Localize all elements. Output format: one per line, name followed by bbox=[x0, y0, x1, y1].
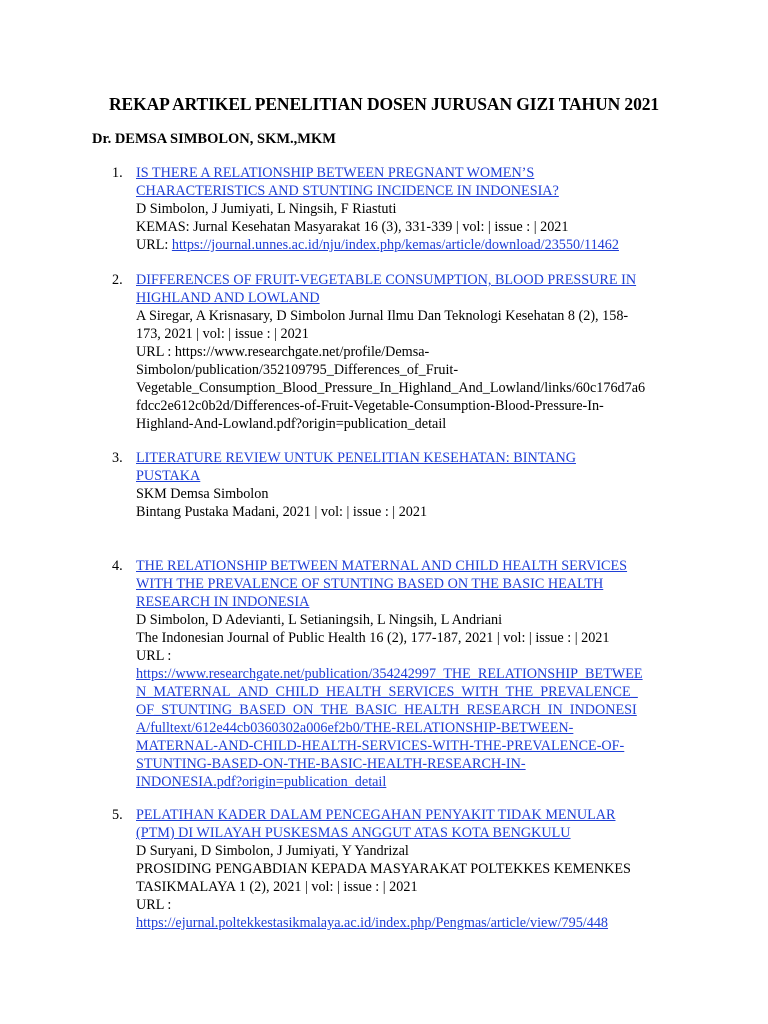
article-url-link[interactable]: N_MATERNAL_AND_CHILD_HEALTH_SERVICES_WITH_THE_PREVALENCE_ bbox=[136, 684, 638, 700]
article-source: 173, 2021 | vol: | issue : | 2021 bbox=[136, 326, 309, 342]
article-source: KEMAS: Jurnal Kesehatan Masyarakat 16 (3), 331-339 | vol: | issue : | 2021 bbox=[136, 219, 569, 235]
article-source: PROSIDING PENGABDIAN KEPADA MASYARAKAT POLTEKKES KEMENKES bbox=[136, 861, 631, 877]
article-title-link[interactable]: PELATIHAN KADER DALAM PENCEGAHAN PENYAKIT TIDAK MENULAR bbox=[136, 807, 616, 823]
article-url-link[interactable]: A/fulltext/612e44cb0360302a006ef2b0/THE-RELATIONSHIP-BETWEEN- bbox=[136, 720, 574, 736]
article-url-link[interactable]: OF_STUNTING_BASED_ON_THE_BASIC_HEALTH_RESEARCH_IN_INDONESI bbox=[136, 702, 637, 718]
article-url-text: URL : https://www.researchgate.net/profile/Demsa- bbox=[136, 344, 430, 360]
article-title-link[interactable]: IS THERE A RELATIONSHIP BETWEEN PREGNANT WOMEN’S bbox=[136, 165, 535, 181]
article-authors: A Siregar, A Krisnasary, D Simbolon Jurnal Ilmu Dan Teknologi Kesehatan 8 (2), 158- bbox=[136, 308, 629, 324]
article-2 bbox=[112, 271, 682, 433]
article-title-link[interactable]: THE RELATIONSHIP BETWEEN MATERNAL AND CHILD HEALTH SERVICES bbox=[136, 558, 628, 574]
article-number: 3. bbox=[112, 450, 123, 466]
article-title-link[interactable]: CHARACTERISTICS AND STUNTING INCIDENCE IN INDONESIA? bbox=[136, 183, 559, 199]
article-number: 2. bbox=[112, 272, 123, 288]
article-url-link[interactable]: MATERNAL-AND-CHILD-HEALTH-SERVICES-WITH-THE-PREVALENCE-OF- bbox=[136, 738, 625, 754]
article-number: 5. bbox=[112, 807, 123, 823]
article-title-link[interactable]: PUSTAKA bbox=[136, 468, 201, 484]
article-authors: D Simbolon, D Adevianti, L Setianingsih, L Ningsih, L Andriani bbox=[136, 612, 503, 628]
article-title-link[interactable]: HIGHLAND AND LOWLAND bbox=[136, 290, 320, 306]
article-number: 1. bbox=[112, 165, 123, 181]
article-url-link[interactable]: INDONESIA.pdf?origin=publication_detail bbox=[136, 774, 387, 790]
article-title-link[interactable]: DIFFERENCES OF FRUIT-VEGETABLE CONSUMPTION, BLOOD PRESSURE IN bbox=[136, 272, 637, 288]
article-number: 4. bbox=[112, 558, 123, 574]
article-url-link[interactable]: https://www.researchgate.net/publication/354242997_THE_RELATIONSHIP_BETWEE bbox=[136, 666, 643, 682]
article-authors: D Simbolon, J Jumiyati, L Ningsih, F Riastuti bbox=[136, 201, 397, 217]
article-3 bbox=[112, 449, 682, 521]
article-source: The Indonesian Journal of Public Health 16 (2), 177-187, 2021 | vol: | issue : | 2021 bbox=[136, 630, 610, 646]
article-url-text: fdcc2e612c0b2d/Differences-of-Fruit-Vegetable-Consumption-Blood-Pressure-In- bbox=[136, 398, 604, 414]
author-heading: Dr. DEMSA SIMBOLON, SKM.,MKM bbox=[92, 131, 336, 147]
article-url-link[interactable]: https://journal.unnes.ac.id/nju/index.php/kemas/article/download/23550/11462 bbox=[171, 237, 619, 253]
article-source: Bintang Pustaka Madani, 2021 | vol: | issue : | 2021 bbox=[136, 504, 428, 520]
article-url-link[interactable]: https://ejurnal.poltekkestasikmalaya.ac.id/index.php/Pengmas/article/view/795/448 bbox=[136, 915, 609, 931]
article-title-link[interactable]: (PTM) DI WILAYAH PUSKESMAS ANGGUT ATAS KOTA BENGKULU bbox=[136, 825, 571, 841]
article-authors: D Suryani, D Simbolon, J Jumiyati, Y Yandrizal bbox=[136, 843, 409, 859]
url-label: URL : bbox=[136, 897, 172, 913]
article-authors: SKM Demsa Simbolon bbox=[136, 486, 269, 502]
url-label: URL: bbox=[136, 237, 172, 253]
article-title-link[interactable]: LITERATURE REVIEW UNTUK PENELITIAN KESEHATAN: BINTANG bbox=[136, 450, 576, 466]
page-title: REKAP ARTIKEL PENELITIAN DOSEN JURUSAN GIZI TAHUN 2021 bbox=[108, 94, 660, 114]
article-4 bbox=[112, 557, 682, 791]
article-1 bbox=[112, 164, 682, 254]
article-url-text: Vegetable_Consumption_Blood_Pressure_In_Highland_And_Lowland/links/60c176d7a6 bbox=[136, 380, 646, 396]
article-title-link[interactable]: WITH THE PREVALENCE OF STUNTING BASED ON THE BASIC HEALTH bbox=[136, 576, 604, 592]
article-title-link[interactable]: RESEARCH IN INDONESIA bbox=[136, 594, 310, 610]
article-url-text: Highland-And-Lowland.pdf?origin=publication_detail bbox=[136, 416, 447, 432]
url-label: URL : bbox=[136, 648, 172, 664]
article-source: TASIKMALAYA 1 (2), 2021 | vol: | issue : | 2021 bbox=[136, 879, 418, 895]
article-url-text: Simbolon/publication/352109795_Differences_of_Fruit- bbox=[136, 362, 459, 378]
article-url-link[interactable]: STUNTING-BASED-ON-THE-BASIC-HEALTH-RESEARCH-IN- bbox=[136, 756, 526, 772]
article-5 bbox=[112, 806, 682, 932]
